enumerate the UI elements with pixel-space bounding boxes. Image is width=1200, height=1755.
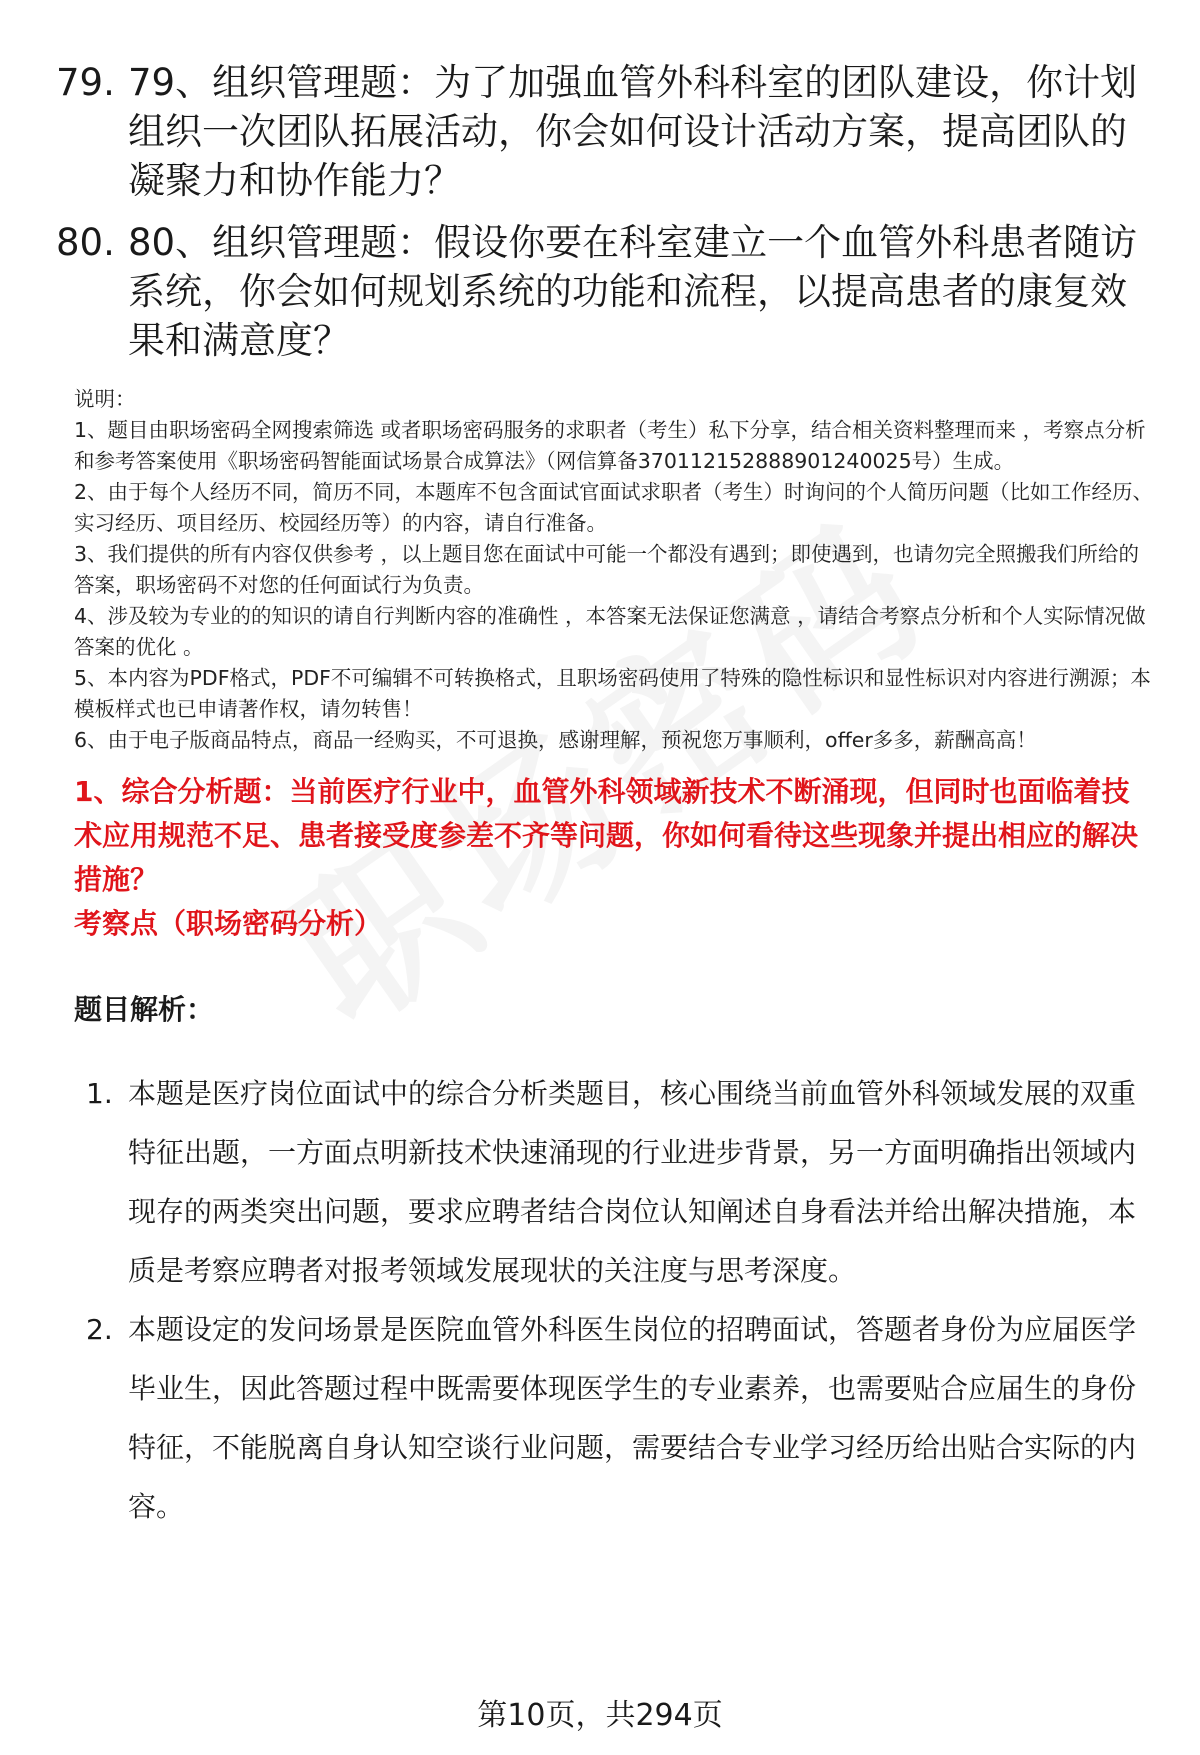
notes-title: 说明： [74, 387, 136, 411]
note-item: 3、我们提供的所有内容仅供参考 ，以上题目您在面试中可能一个都没有遇到；即使遇到，也请勿完全照搬我们所给的答案，职场密码不对您的任何面试行为负责。 [74, 542, 1140, 597]
analysis-item-text: 本题设定的发问场景是医院血管外科医生岗位的招聘面试，答题者身份为应届医学毕业生，因此答题过程中既需要体现医学生的专业素养，也需要贴合应届生的身份特征，不能脱离自身认知空谈行业问题，需要结合专业学习经历给出贴合实际的内容。 [128, 1313, 1137, 1523]
note-item: 2、由于每个人经历不同，简历不同，本题库不包含面试官面试求职者（考生）时询问的个人简历问题（比如工作经历、实习经历、项目经历、校园经历等）的内容，请自行准备。 [74, 480, 1154, 535]
question-number: 80. [56, 221, 115, 264]
note-item: 4、涉及较为专业的的知识的请自行判断内容的准确性 ，本答案无法保证您满意 ，请结合考察点分析和个人实际情况做答案的优化 。 [74, 604, 1146, 659]
page-footer: 第10页，共294页 [477, 1698, 723, 1733]
analysis-heading: 题目解析： [74, 993, 215, 1026]
analysis-item-number: 1. [86, 1077, 113, 1110]
notes-section [74, 384, 1154, 756]
question-text: 79、组织管理题：为了加强血管外科科室的团队建设，你计划组织一次团队拓展活动，你会如何设计活动方案，提高团队的凝聚力和协作能力？ [128, 61, 1138, 202]
question-number: 79. [56, 61, 115, 104]
note-item: 5、本内容为PDF格式，PDF不可编辑不可转换格式，且职场密码使用了特殊的隐性标识和显性标识对内容进行溯源；本模板样式也已申请著作权，请勿转售！ [74, 666, 1151, 721]
question-1-title: 1、综合分析题：当前医疗行业中，血管外科领域新技术不断涌现，但同时也面临着技术应用规范不足、患者接受度参差不齐等问题，你如何看待这些现象并提出相应的解决措施？ [74, 775, 1139, 896]
question-text: 80、组织管理题：假设你要在科室建立一个血管外科患者随访系统，你会如何规划系统的功能和流程，以提高患者的康复效果和满意度？ [128, 221, 1138, 362]
exam-point-heading: 考察点（职场密码分析） [74, 907, 383, 940]
analysis-item-text: 本题是医疗岗位面试中的综合分析类题目，核心围绕当前血管外科领域发展的双重特征出题，一方面点明新技术快速涌现的行业进步背景，另一方面明确指出领域内现存的两类突出问题，要求应聘者结合岗位认知阐述自身看法并给出解决措施，本质是考察应聘者对报考领域发展现状的关注度与思考深度。 [128, 1077, 1137, 1287]
note-item: 1、题目由职场密码全网搜索筛选 或者职场密码服务的求职者（考生）私下分享，结合相关资料整理而来 ，考察点分析和参考答案使用《职场密码智能面试场景合成算法》（网信算备370112152888901240025号）生成。 [74, 418, 1146, 473]
note-item: 6、由于电子版商品特点，商品一经购买，不可退换，感谢理解，预祝您万事顺利，offer多多，薪酬高高！ [74, 728, 1037, 752]
analysis-item-number: 2. [86, 1313, 113, 1346]
